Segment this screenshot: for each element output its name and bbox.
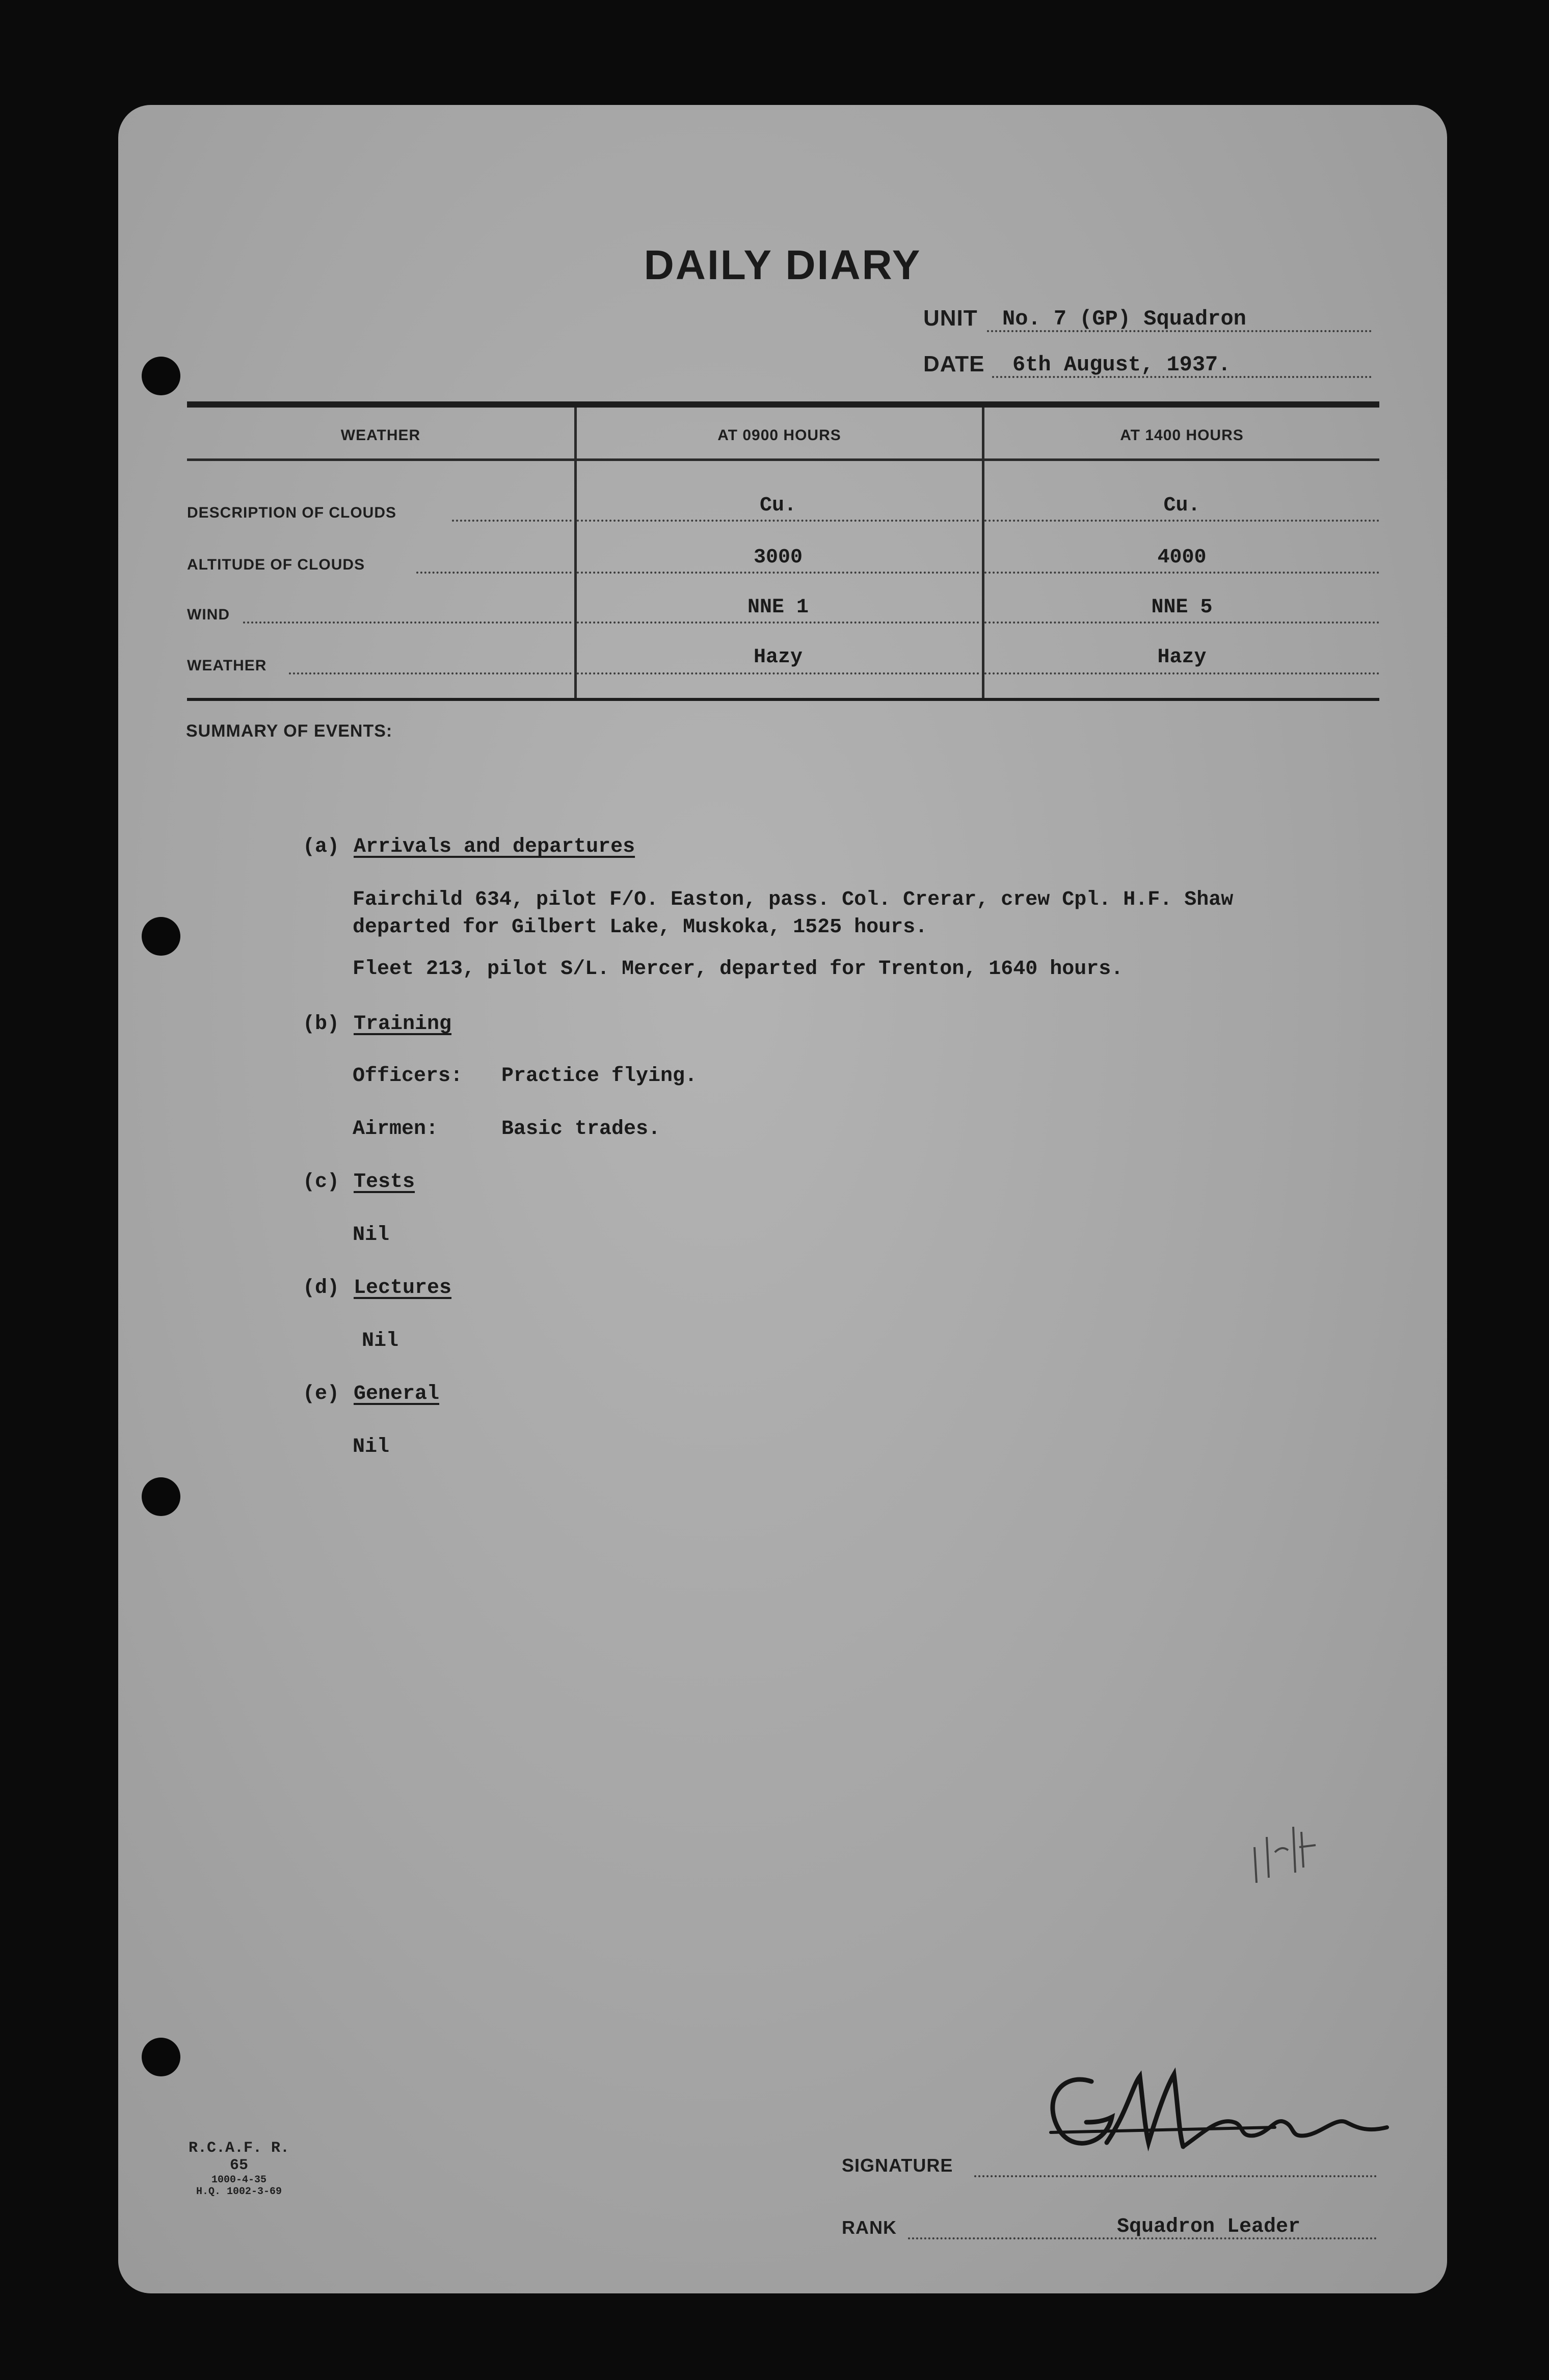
page-title: DAILY DIARY — [644, 242, 922, 288]
label-dots — [452, 520, 572, 522]
cell-dots — [984, 621, 1379, 624]
training-label: Officers: — [353, 1065, 463, 1088]
cell-clouds-0900: Cu. — [759, 494, 796, 517]
unit-label: UNIT — [923, 306, 978, 331]
rank-line — [842, 2205, 1377, 2240]
label-dots — [243, 621, 572, 624]
rank-label: RANK — [842, 2217, 897, 2238]
weather-table — [187, 401, 1379, 701]
col-header-0900: AT 0900 HOURS — [717, 427, 841, 444]
unit-line — [923, 299, 1372, 334]
training-label: Airmen: — [353, 1118, 439, 1141]
cell-altitude-0900: 3000 — [753, 546, 803, 569]
header-rule — [187, 458, 1379, 461]
label-dots — [416, 572, 572, 574]
form-reference — [175, 2140, 303, 2198]
section-letter: (c) — [303, 1171, 340, 1194]
event-line: departed for Gilbert Lake, Muskoka, 1525 hours. — [353, 916, 928, 939]
row-label: WIND — [187, 606, 230, 623]
signature-dotted-line — [974, 2175, 1377, 2177]
label-dots — [289, 672, 572, 674]
pencil-mark — [1244, 1817, 1321, 1888]
date-line — [923, 344, 1372, 380]
training-value: Practice flying. — [501, 1065, 698, 1088]
section-value: Nil — [362, 1330, 399, 1353]
row-label: DESCRIPTION OF CLOUDS — [187, 504, 397, 521]
form-number: R.C.A.F. R. 65 — [188, 2140, 290, 2174]
cell-dots — [984, 572, 1379, 574]
punch-hole — [142, 2038, 180, 2076]
date-label: DATE — [923, 351, 985, 376]
section-letter: (b) — [303, 1013, 340, 1036]
section-letter: (d) — [303, 1277, 340, 1300]
section-heading-lectures: Lectures — [354, 1277, 452, 1300]
handwritten-signature — [1030, 2056, 1438, 2163]
diary-page — [118, 105, 1447, 2293]
section-heading-tests: Tests — [354, 1171, 415, 1194]
cell-weather-0900: Hazy — [753, 646, 803, 669]
cell-dots — [984, 672, 1379, 674]
training-value: Basic trades. — [501, 1118, 661, 1141]
event-line: Fleet 213, pilot S/L. Mercer, departed for Trenton, 1640 hours. — [353, 958, 1124, 981]
unit-value: No. 7 (GP) Squadron — [1002, 307, 1246, 331]
date-value: 6th August, 1937. — [1012, 353, 1231, 377]
punch-hole — [142, 1477, 180, 1516]
section-heading-general: General — [354, 1383, 440, 1405]
col-header-weather: WEATHER — [340, 427, 421, 444]
cell-dots — [577, 672, 979, 674]
rank-value: Squadron Leader — [1117, 2215, 1301, 2238]
signature-label: SIGNATURE — [842, 2155, 953, 2176]
cell-dots — [577, 520, 979, 522]
summary-label: SUMMARY OF EVENTS: — [186, 721, 393, 741]
section-letter: (e) — [303, 1383, 340, 1405]
event-line: Fairchild 634, pilot F/O. Easton, pass. Col. Crerar, crew Cpl. H.F. Shaw — [353, 888, 1234, 911]
cell-dots — [577, 621, 979, 624]
form-hq-code: H.Q. 1002-3-69 — [196, 2186, 282, 2198]
section-value: Nil — [353, 1224, 390, 1247]
cell-wind-0900: NNE 1 — [747, 596, 809, 619]
punch-hole — [142, 917, 180, 956]
cell-altitude-1400: 4000 — [1157, 546, 1207, 569]
cell-dots — [984, 520, 1379, 522]
col-header-1400: AT 1400 HOURS — [1120, 427, 1244, 444]
punch-hole — [142, 357, 180, 395]
section-value: Nil — [353, 1436, 390, 1458]
section-letter: (a) — [303, 835, 340, 858]
section-heading-arrivals: Arrivals and departures — [354, 835, 635, 858]
row-label: ALTITUDE OF CLOUDS — [187, 556, 365, 573]
cell-wind-1400: NNE 5 — [1151, 596, 1213, 619]
cell-clouds-1400: Cu. — [1163, 494, 1200, 517]
form-print-code: 1000-4-35 — [211, 2174, 267, 2186]
section-heading-training: Training — [354, 1013, 452, 1036]
row-label: WEATHER — [187, 657, 267, 674]
cell-dots — [577, 572, 979, 574]
cell-weather-1400: Hazy — [1157, 646, 1207, 669]
